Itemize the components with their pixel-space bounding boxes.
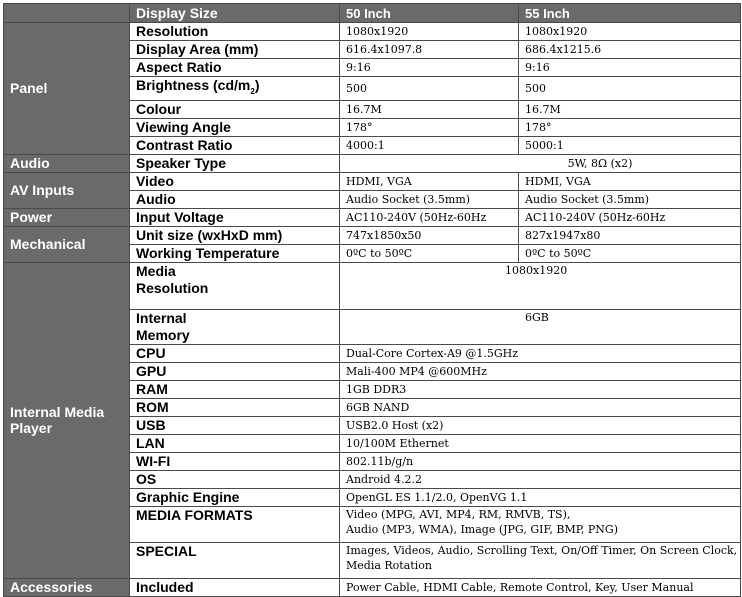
colour-55: 16.7M bbox=[519, 100, 741, 118]
rom-value: 6GB NAND bbox=[340, 398, 741, 416]
row-label-audio-input: Audio bbox=[130, 190, 340, 208]
row-label-gpu: GPU bbox=[130, 362, 340, 380]
row-label-included: Included bbox=[130, 578, 340, 596]
category-av-inputs: AV Inputs bbox=[4, 172, 130, 208]
graphic-engine-value: OpenGL ES 1.1/2.0, OpenVG 1.1 bbox=[340, 488, 741, 506]
row-label-unit-size: Unit size (wxHxD mm) bbox=[130, 226, 340, 244]
media-resolution-label-line2: Resolution bbox=[136, 279, 209, 296]
input-voltage-55: AC110-240V (50Hz-60Hz bbox=[519, 208, 741, 226]
ram-value: 1GB DDR3 bbox=[340, 380, 741, 398]
category-mechanical: Mechanical bbox=[4, 226, 130, 262]
unit-size-50: 747x1850x50 bbox=[340, 226, 519, 244]
spec-table bbox=[3, 3, 741, 597]
header-display-size: Display Size bbox=[130, 4, 340, 23]
table-row bbox=[4, 262, 741, 309]
row-label-colour: Colour bbox=[130, 100, 340, 118]
table-row bbox=[4, 578, 741, 596]
wifi-value: 802.11b/g/n bbox=[340, 452, 741, 470]
cpu-value: Dual-Core Cortex-A9 @1.5GHz bbox=[340, 344, 741, 362]
row-label-cpu: CPU bbox=[130, 344, 340, 362]
special-line2: Media Rotation bbox=[346, 558, 432, 572]
resolution-55: 1080x1920 bbox=[519, 23, 741, 41]
header-55-inch: 55 Inch bbox=[519, 4, 741, 23]
media-resolution-value: 1080x1920 bbox=[340, 262, 741, 309]
category-power: Power bbox=[4, 208, 130, 226]
unit-size-55: 827x1947x80 bbox=[519, 226, 741, 244]
input-voltage-50: AC110-240V (50Hz-60Hz bbox=[340, 208, 519, 226]
brightness-label-end: ) bbox=[254, 77, 260, 93]
table-row bbox=[4, 154, 741, 172]
resolution-50: 1080x1920 bbox=[340, 23, 519, 41]
row-label-video: Video bbox=[130, 172, 340, 190]
internal-memory-label-line1: Internal bbox=[136, 309, 187, 326]
row-label-viewing-angle: Viewing Angle bbox=[130, 118, 340, 136]
aspect-ratio-50: 9:16 bbox=[340, 59, 519, 77]
special-line1: Images, Videos, Audio, Scrolling Text, On/Off Timer, On Screen Clock, bbox=[346, 543, 738, 557]
special-value bbox=[340, 542, 741, 578]
internal-memory-label-line2: Memory bbox=[136, 326, 190, 343]
row-label-media-formats: MEDIA FORMATS bbox=[130, 506, 340, 542]
row-label-working-temperature: Working Temperature bbox=[130, 244, 340, 262]
aspect-ratio-55: 9:16 bbox=[519, 59, 741, 77]
brightness-label-main: Brightness (cd/m bbox=[136, 77, 251, 93]
header-corner bbox=[4, 4, 130, 23]
speaker-type-value: 5W, 8Ω (x2) bbox=[340, 154, 741, 172]
brightness-label-subscript: 2 bbox=[250, 86, 255, 96]
os-value: Android 4.2.2 bbox=[340, 470, 741, 488]
colour-50: 16.7M bbox=[340, 100, 519, 118]
row-label-input-voltage: Input Voltage bbox=[130, 208, 340, 226]
category-audio: Audio bbox=[4, 154, 130, 172]
contrast-ratio-55: 5000:1 bbox=[519, 136, 741, 154]
table-row bbox=[4, 226, 741, 244]
viewing-angle-50: 178° bbox=[340, 118, 519, 136]
row-label-usb: USB bbox=[130, 416, 340, 434]
header-row bbox=[4, 4, 741, 23]
row-label-display-area: Display Area (mm) bbox=[130, 41, 340, 59]
video-55: HDMI, VGA bbox=[519, 172, 741, 190]
display-area-50: 616.4x1097.8 bbox=[340, 41, 519, 59]
lan-value: 10/100M Ethernet bbox=[340, 434, 741, 452]
row-label-ram: RAM bbox=[130, 380, 340, 398]
row-label-os: OS bbox=[130, 470, 340, 488]
row-label-media-resolution bbox=[130, 262, 340, 309]
row-label-contrast-ratio: Contrast Ratio bbox=[130, 136, 340, 154]
brightness-55: 500 bbox=[519, 77, 741, 101]
working-temperature-50: 0ºC to 50ºC bbox=[340, 244, 519, 262]
row-label-rom: ROM bbox=[130, 398, 340, 416]
row-label-lan: LAN bbox=[130, 434, 340, 452]
included-value: Power Cable, HDMI Cable, Remote Control, Key, User Manual bbox=[340, 578, 741, 596]
table-row bbox=[4, 23, 741, 41]
row-label-internal-memory bbox=[130, 309, 340, 344]
contrast-ratio-50: 4000:1 bbox=[340, 136, 519, 154]
category-accessories: Accessories bbox=[4, 578, 130, 596]
media-formats-value bbox=[340, 506, 741, 542]
gpu-value: Mali-400 MP4 @600MHz bbox=[340, 362, 741, 380]
row-label-resolution: Resolution bbox=[130, 23, 340, 41]
row-label-special: SPECIAL bbox=[130, 542, 340, 578]
category-panel: Panel bbox=[4, 23, 130, 155]
row-label-speaker-type: Speaker Type bbox=[130, 154, 340, 172]
header-50-inch: 50 Inch bbox=[340, 4, 519, 23]
internal-memory-value: 6GB bbox=[340, 309, 741, 344]
audio-input-50: Audio Socket (3.5mm) bbox=[340, 190, 519, 208]
audio-input-55: Audio Socket (3.5mm) bbox=[519, 190, 741, 208]
working-temperature-55: 0ºC to 50ºC bbox=[519, 244, 741, 262]
media-formats-line1: Video (MPG, AVI, MP4, RM, RMVB, TS), bbox=[346, 507, 571, 521]
viewing-angle-55: 178° bbox=[519, 118, 741, 136]
media-resolution-label-line1: Media bbox=[136, 262, 176, 279]
row-label-wifi: WI-FI bbox=[130, 452, 340, 470]
usb-value: USB2.0 Host (x2) bbox=[340, 416, 741, 434]
brightness-50: 500 bbox=[340, 77, 519, 101]
row-label-graphic-engine: Graphic Engine bbox=[130, 488, 340, 506]
media-formats-line2: Audio (MP3, WMA), Image (JPG, GIF, BMP, PNG) bbox=[346, 522, 618, 536]
row-label-aspect-ratio: Aspect Ratio bbox=[130, 59, 340, 77]
display-area-55: 686.4x1215.6 bbox=[519, 41, 741, 59]
video-50: HDMI, VGA bbox=[340, 172, 519, 190]
category-internal-media-player: Internal Media Player bbox=[4, 262, 130, 578]
row-label-brightness bbox=[130, 77, 340, 101]
table-row bbox=[4, 172, 741, 190]
table-row bbox=[4, 208, 741, 226]
